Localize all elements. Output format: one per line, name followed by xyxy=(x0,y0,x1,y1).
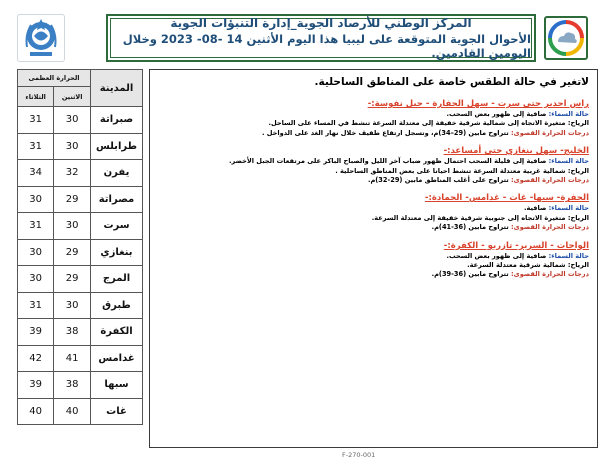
table-row xyxy=(18,292,143,319)
table-day2-header: الثلاثاء xyxy=(18,87,54,107)
value-monday: 38 xyxy=(54,319,91,346)
table-city-header: المدينة xyxy=(91,70,143,107)
value-monday: 29 xyxy=(54,239,91,266)
table-row xyxy=(18,186,143,213)
region-block xyxy=(156,99,589,138)
city-name: المرج xyxy=(91,266,143,293)
form-code: F-270-001 xyxy=(342,451,376,459)
value-tuesday: 39 xyxy=(18,319,54,346)
max-temperature-text: تتراوح مابين (36-39)م. xyxy=(431,270,512,279)
region-title: الخليج- سهل بنغازي حتى أمساعد:- xyxy=(443,146,589,157)
max-temperature-text: تتراوح مابين (29–34)م، وتسجل ارتفاع طفيف خلال نهار الغد على الدواخل . xyxy=(261,128,512,137)
temperature-table xyxy=(17,69,143,425)
header-subtitle: الأحوال الجوية المتوقعة على ليبيا هذا اليوم الأثنين 14 -08- 2023 وخلال اليومين القادمين. xyxy=(122,32,531,60)
sky-condition-text: صافية. xyxy=(523,204,549,213)
wind-info-label: الرياح: xyxy=(567,213,589,222)
value-monday: 30 xyxy=(54,133,91,160)
value-tuesday: 31 xyxy=(18,213,54,240)
value-monday: 30 xyxy=(54,213,91,240)
table-day1-header: الاثنين xyxy=(54,87,91,107)
table-row xyxy=(18,398,143,425)
sky-condition-text: صافية إلى قليلة السحب احتمال ظهور ضباب آخر الليل والصباح الباكر على مرتفعات الجبل الأخضر. xyxy=(228,157,549,166)
max-temperature-text: تتراوح على أغلب المناطق مابين (29-32)م. xyxy=(367,176,512,185)
wind-info-line xyxy=(156,261,589,270)
max-temperature-line xyxy=(156,129,589,138)
forecast-page xyxy=(4,4,602,467)
max-temperature-label: درجات الحرارة القصوى: xyxy=(511,270,589,279)
region-block xyxy=(156,146,589,185)
sky-condition-label: حالة السماء: xyxy=(548,110,589,118)
wind-info-text: متغيرة الاتجاه إلى شمالية شرقية خفيفة إلى معتدلة السرعة تنشط في المساء على الساحل. xyxy=(268,119,568,128)
sky-condition-line xyxy=(156,157,589,166)
city-name: يفرن xyxy=(91,160,143,187)
region-block xyxy=(156,241,589,280)
sky-condition-text: صافية إلى ظهور بعض السحب. xyxy=(446,251,549,260)
max-temperature-line xyxy=(156,223,589,232)
wmo-emblem-icon xyxy=(17,14,65,62)
table-row xyxy=(18,266,143,293)
max-temperature-text: تتراوح مابين (36-41)م. xyxy=(431,223,512,232)
table-group-header: الحرارة العظمى xyxy=(18,70,91,87)
city-name: مصراتة xyxy=(91,186,143,213)
forecast-text-box xyxy=(149,69,598,448)
table-row xyxy=(18,213,143,240)
wind-info-label: الرياح: xyxy=(567,166,589,175)
city-name: غدامس xyxy=(91,345,143,372)
value-tuesday: 39 xyxy=(18,372,54,399)
value-tuesday: 31 xyxy=(18,292,54,319)
value-tuesday: 31 xyxy=(18,107,54,134)
city-name: بنغازي xyxy=(91,239,143,266)
region-title: راس اجدير حتى سرت - سهل الجفارة - جبل نفوسة:- xyxy=(367,99,589,109)
value-monday: 30 xyxy=(54,292,91,319)
wind-info-line xyxy=(156,119,589,128)
table-row xyxy=(18,160,143,187)
value-tuesday: 30 xyxy=(18,239,54,266)
region-block xyxy=(156,193,589,232)
value-monday: 29 xyxy=(54,186,91,213)
value-tuesday: 30 xyxy=(18,186,54,213)
table-row xyxy=(18,372,143,399)
region-title: الواحات - السرير- تازربو - الكفرة:- xyxy=(443,240,589,251)
table-row xyxy=(18,107,143,134)
table-row xyxy=(18,133,143,160)
value-tuesday: 34 xyxy=(18,160,54,187)
sky-condition-label: حالة السماء: xyxy=(548,251,589,260)
wind-info-text: شمالية غربية معتدلة السرعة تنشط احيانا على بعض المناطق الساحلية . xyxy=(335,166,568,175)
sky-condition-line xyxy=(156,252,589,261)
value-monday: 29 xyxy=(54,266,91,293)
city-name: طبرق xyxy=(91,292,143,319)
value-tuesday: 42 xyxy=(18,345,54,372)
ncm-logo-icon xyxy=(544,16,588,60)
value-tuesday: 40 xyxy=(18,398,54,425)
max-temperature-label: درجات الحرارة القصوى: xyxy=(511,128,589,137)
max-temperature-line xyxy=(156,270,589,279)
sky-condition-line xyxy=(156,204,589,213)
city-name: طرابلس xyxy=(91,133,143,160)
max-temperature-line xyxy=(156,176,589,185)
value-monday: 40 xyxy=(54,398,91,425)
region-title: الجفرة- سبها- غات - غدامس- الحمادة:- xyxy=(424,193,589,204)
max-temperature-label: درجات الحرارة القصوى: xyxy=(511,176,589,185)
header-title: المركز الوطني للأرصاد الجوية_إدارة التنبؤات الجوية xyxy=(170,16,472,30)
city-name: غات xyxy=(91,398,143,425)
sky-condition-label: حالة السماء: xyxy=(548,204,589,213)
wind-info-line xyxy=(156,167,589,176)
wind-info-line xyxy=(156,214,589,223)
wind-info-text: شمالية شرقية معتدلة السرعة. xyxy=(467,261,568,270)
value-monday: 41 xyxy=(54,345,91,372)
table-row xyxy=(18,319,143,346)
value-monday: 30 xyxy=(54,107,91,134)
wind-info-label: الرياح: xyxy=(567,119,589,128)
city-name: صبراتة xyxy=(91,107,143,134)
forecast-headline: لاتغير في حالة الطقس خاصة على المناطق الساحلية. xyxy=(314,76,589,88)
max-temperature-label: درجات الحرارة القصوى: xyxy=(511,223,589,232)
table-row xyxy=(18,345,143,372)
city-name: سرت xyxy=(91,213,143,240)
value-monday: 32 xyxy=(54,160,91,187)
sky-condition-label: حالة السماء: xyxy=(548,157,589,166)
table-row xyxy=(18,239,143,266)
sky-condition-text: صافية إلى ظهور بعض السحب. xyxy=(446,110,549,118)
value-tuesday: 30 xyxy=(18,266,54,293)
value-monday: 38 xyxy=(54,372,91,399)
city-name: سبها xyxy=(91,372,143,399)
city-name: الكفرة xyxy=(91,319,143,346)
value-tuesday: 31 xyxy=(18,133,54,160)
wind-info-label: الرياح: xyxy=(567,261,589,270)
wind-info-text: متغيرة الاتجاه إلى جنوبية شرقية خفيفة إلى معتدلة السرعة. xyxy=(371,213,568,222)
sky-condition-line xyxy=(156,110,589,119)
header-box xyxy=(106,14,536,62)
